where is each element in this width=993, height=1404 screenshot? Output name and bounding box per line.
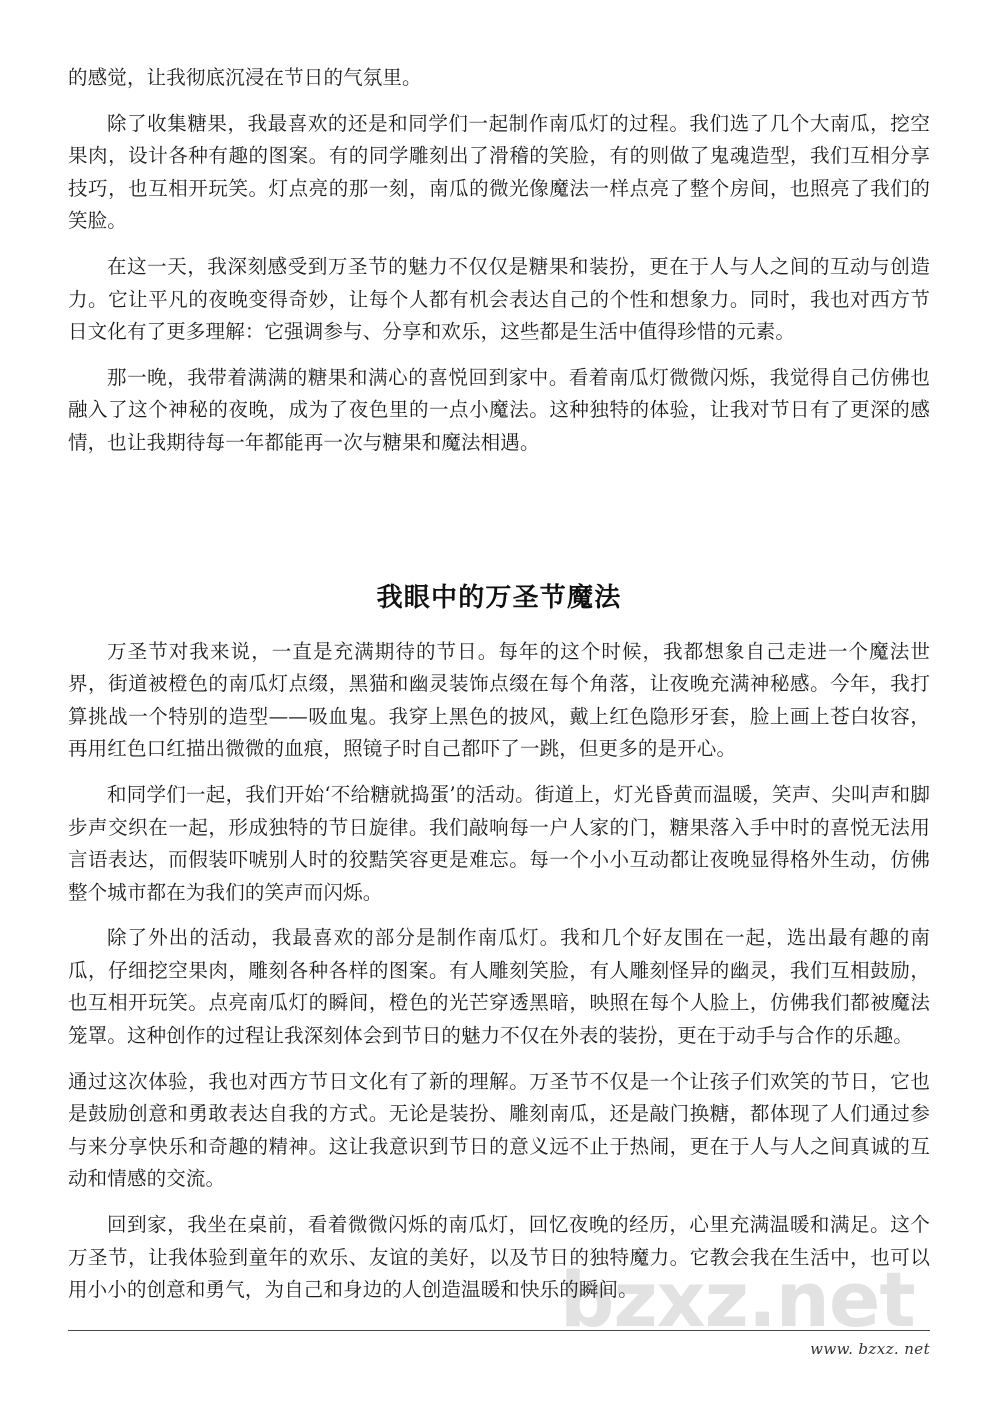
paragraph: 通过这次体验，我也对西方节日文化有了新的理解。万圣节不仅是一个让孩子们欢笑的节日，它也是鼓励创意和勇敢表达自我的方式。无论是装扮、雕刻南瓜，还是敲门换糖，都体现了人们通过参与来分享快乐和奇趣的精神。这让我意识到节日的意义远不止于热闹，更在于人与人之间真诚的互动和情感的交流。: [68, 1069, 930, 1191]
page-footer: [68, 1330, 930, 1358]
paragraph: 那一晚，我带着满满的糖果和满心的喜悦回到家中。看着南瓜灯微微闪烁，我觉得自己仿佛也融入了这个神秘的夜晚，成为了夜色里的一点小魔法。这种独特的体验，让我对节日有了更深的感情，也让我期待每一年都能再一次与糖果和魔法相遇。: [68, 365, 930, 454]
paragraph: 除了收集糖果，我最喜欢的还是和同学们一起制作南瓜灯的过程。我们选了几个大南瓜，挖空果肉，设计各种有趣的图案。有的同学雕刻出了滑稽的笑脸，有的则做了鬼魂造型，我们互相分享技巧，也互相开玩笑。灯点亮的那一刻，南瓜的微光像魔法一样点亮了整个房间，也照亮了我们的笑脸。: [68, 111, 930, 233]
paragraph: 除了外出的活动，我最喜欢的部分是制作南瓜灯。我和几个好友围在一起，选出最有趣的南瓜，仔细挖空果肉，雕刻各种各样的图案。有人雕刻笑脸，有人雕刻怪异的幽灵，我们互相鼓励，也互相开玩笑。点亮南瓜灯的瞬间，橙色的光芒穿透黑暗，映照在每个人脸上，仿佛我们都被魔法笼罩。这种创作的过程让我深刻体会到节日的魅力不仅在外表的装扮，更在于动手与合作的乐趣。: [68, 926, 930, 1048]
section-spacer: [68, 473, 930, 577]
paragraph: 在这一天，我深刻感受到万圣节的魅力不仅仅是糖果和装扮，更在于人与人之间的互动与创造力。它让平凡的夜晚变得奇妙，让每个人都有机会表达自己的个性和想象力。同时，我也对西方节日文化有了更多理解：它强调参与、分享和欢乐，这些都是生活中值得珍惜的元素。: [68, 254, 930, 344]
paragraph: 和同学们一起，我们开始‘不给糖就捣蛋’的活动。街道上，灯光昏黄而温暖，笑声、尖叫声和脚步声交织在一起，形成独特的节日旋律。我们敲响每一户人家的门，糖果落入手中时的喜悦无法用言语表达，而假装吓唬别人时的狡黠笑容更是难忘。每一个小小互动都让夜晚显得格外生动，仿佛整个城市都在为我们的笑声而闪烁。: [68, 782, 930, 904]
footer-divider: [68, 1330, 930, 1331]
paragraph: 万圣节对我来说，一直是充满期待的节日。每年的这个时候，我都想象自己走进一个魔法世界，街道被橙色的南瓜灯点缀，黑猫和幽灵装饰点缀在每个角落，让夜晚充满神秘感。今年，我打算挑战一个特别的造型——吸血鬼。我穿上黑色的披风，戴上红色隐形牙套，脸上画上苍白妆容，再用红色口红描出微微的血痕，照镜子时自己都吓了一跳，但更多的是开心。: [68, 639, 930, 761]
paragraph-carryover: 的感觉，让我彻底沉浸在节日的气氛里。: [68, 66, 422, 89]
paragraph: 回到家，我坐在桌前，看着微微闪烁的南瓜灯，回忆夜晚的经历，心里充满温暖和满足。这个万圣节，让我体验到童年的欢乐、友谊的美好，以及节日的独特魔力。它教会我在生活中，也可以用小小的创意和勇气，为自己和身边的人创造温暖和快乐的瞬间。: [68, 1213, 930, 1302]
article-title: 我眼中的万圣节魔法: [376, 582, 622, 613]
document-content: [68, 62, 930, 1320]
bzxz-watermark: bzxz.net: [560, 1255, 915, 1344]
footer-url: www. bzxz. net: [810, 1340, 930, 1358]
